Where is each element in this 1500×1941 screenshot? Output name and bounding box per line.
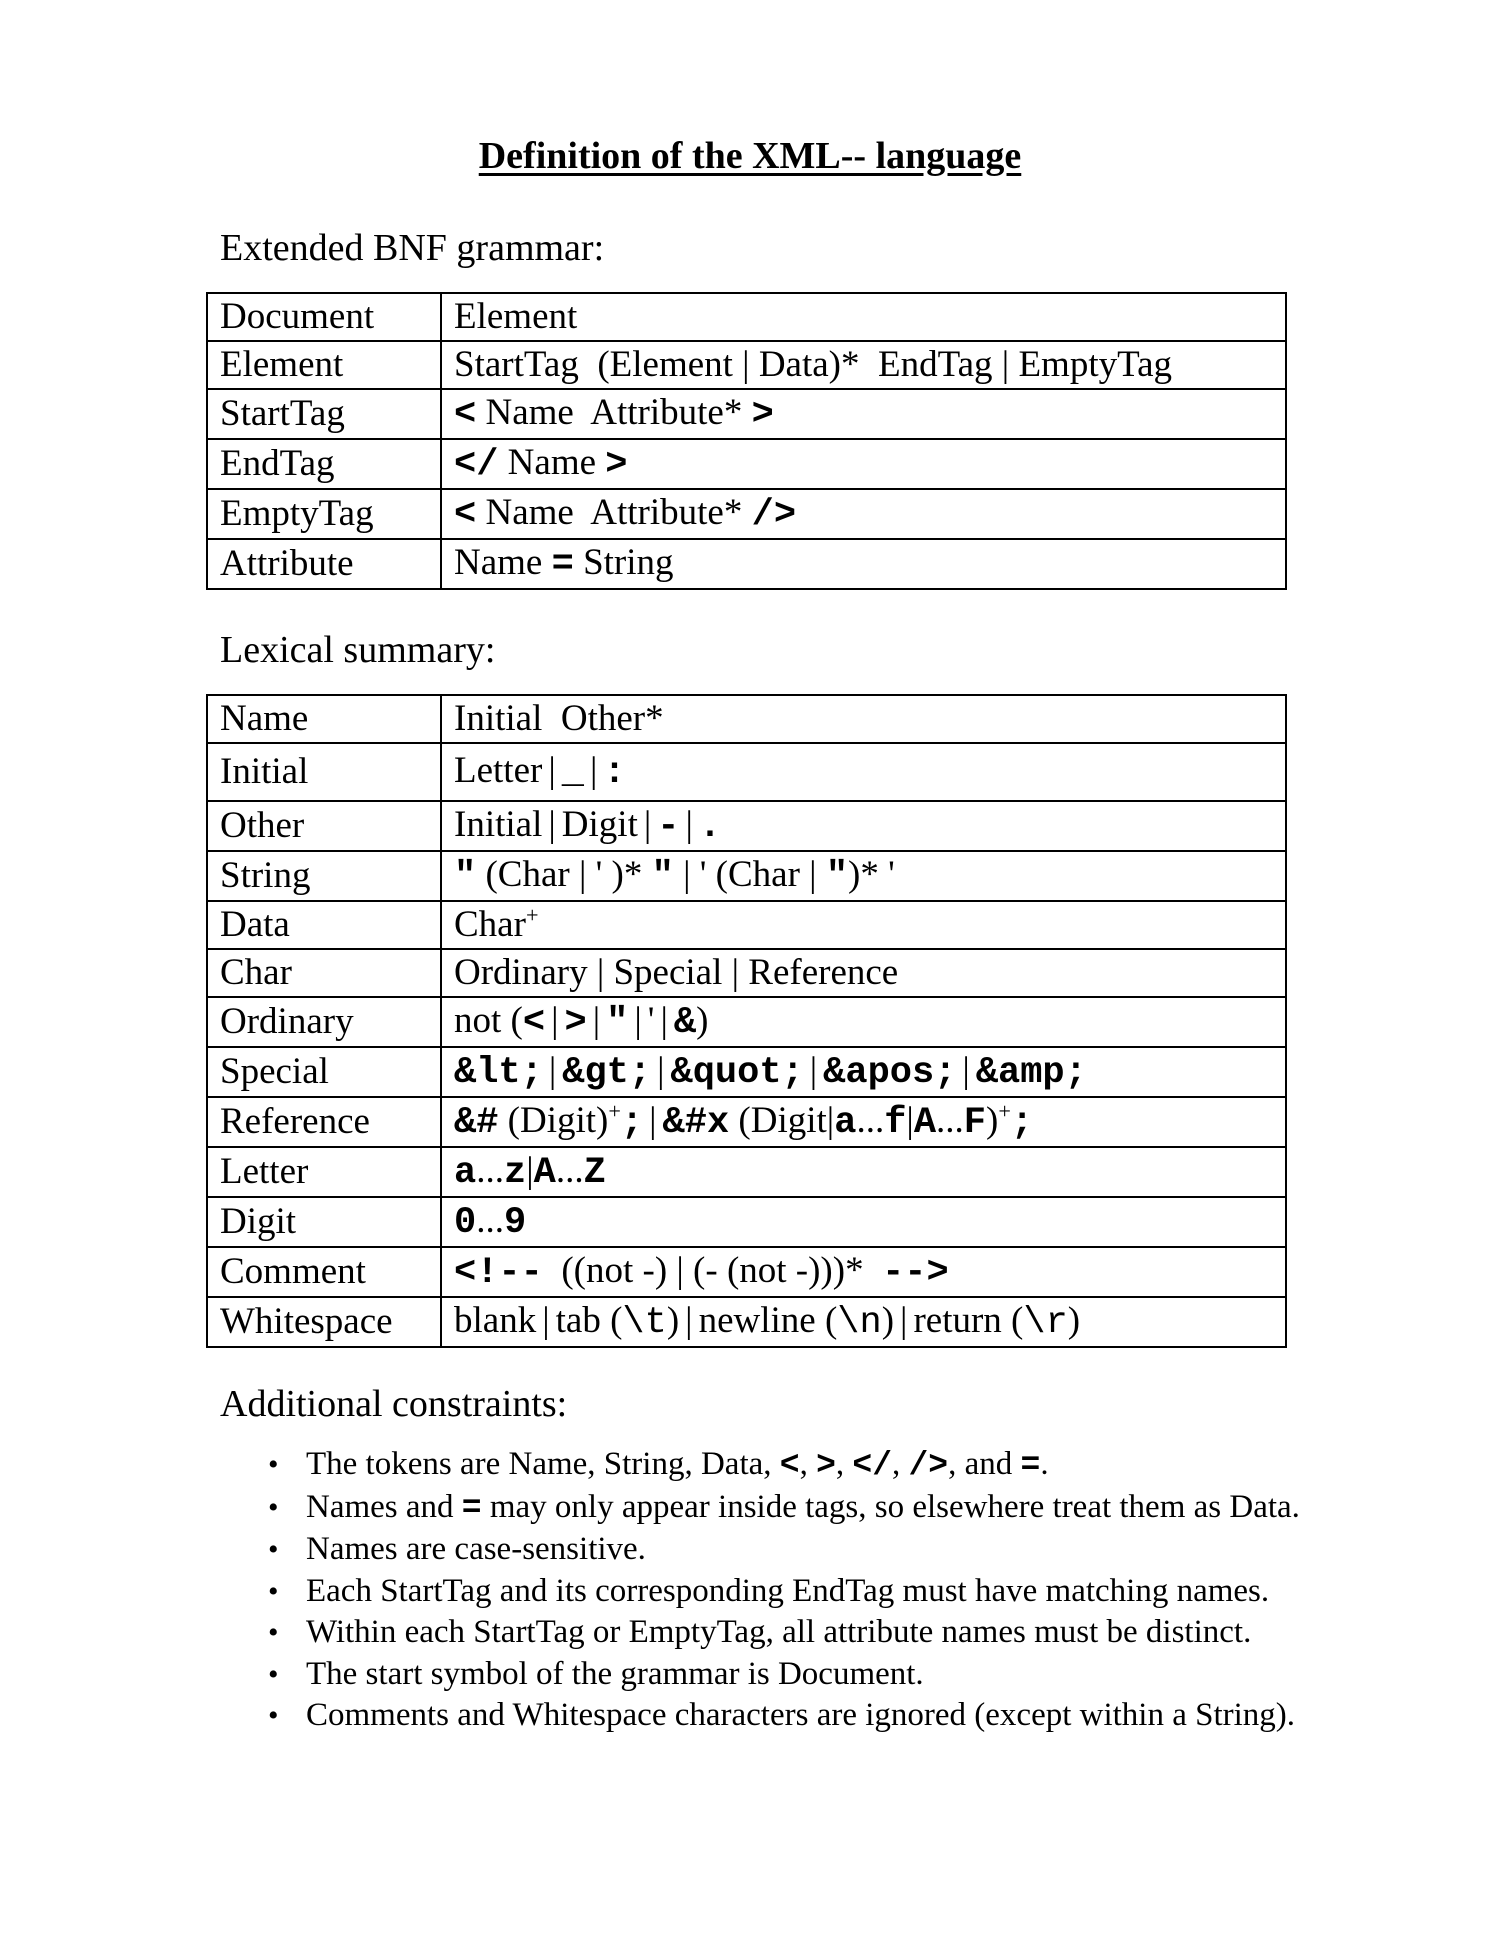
token: "	[606, 1002, 629, 1044]
rule-definition: Initial Other*	[441, 695, 1286, 743]
rule-definition: blank | tab (\t) | newline (\n) | return (\r)	[441, 1297, 1286, 1347]
rule-definition: Initial | Digit | - | .	[441, 801, 1286, 851]
text: )	[881, 1300, 895, 1341]
text: )	[696, 1000, 709, 1041]
token: :	[603, 752, 626, 794]
text: String	[573, 542, 674, 583]
token: &amp;	[975, 1052, 1087, 1094]
constraints-list	[230, 1444, 1486, 1737]
superscript: +	[998, 1098, 1011, 1124]
escape: \r	[1023, 1302, 1068, 1344]
rule-definition: &# (Digit)+; | &#x (Digit|a...f|A...F)+;	[441, 1097, 1286, 1147]
token: =	[551, 544, 574, 586]
token: F	[963, 1102, 987, 1144]
text: ((not -) | (- (not -)))*	[542, 1250, 883, 1291]
table-row	[207, 801, 1286, 851]
rule-definition	[441, 389, 1286, 439]
token: z	[503, 1152, 527, 1194]
token: a	[834, 1102, 857, 1144]
token: -	[657, 806, 680, 848]
token: a	[454, 1152, 477, 1194]
token: >	[816, 1447, 836, 1484]
token: &gt;	[562, 1052, 652, 1094]
text: tab (	[555, 1300, 623, 1341]
list-item: • The tokens are Name, String, Data, <, >, </, />, and =.	[306, 1444, 1486, 1487]
token: f	[884, 1102, 907, 1144]
token: <	[522, 1002, 546, 1044]
token: =	[461, 1489, 482, 1527]
token: ;	[620, 1102, 644, 1144]
token: />	[751, 494, 797, 536]
text: (Digit	[729, 1100, 827, 1141]
rule-definition: Ordinary | Special | Reference	[441, 949, 1286, 997]
escape: \t	[622, 1302, 667, 1344]
token: "	[825, 856, 849, 898]
token: A	[913, 1102, 937, 1144]
token: "	[651, 856, 674, 898]
token: =	[1020, 1447, 1041, 1484]
table-row	[207, 1047, 1286, 1097]
token: &#	[454, 1102, 499, 1144]
rule-name: Initial	[207, 743, 441, 801]
token: _	[561, 752, 584, 794]
text: )	[1067, 1300, 1081, 1341]
token: />	[908, 1447, 949, 1484]
list-item: • Within each StartTag or EmptyTag, all attribute names must be distinct.	[306, 1612, 1486, 1654]
rule-name: Element	[207, 341, 441, 389]
lexical-table	[206, 694, 1287, 1348]
table-row	[207, 341, 1286, 389]
token: Z	[583, 1152, 606, 1194]
rule-definition	[441, 901, 1286, 949]
text: Letter	[454, 750, 543, 791]
token: &#x	[662, 1102, 730, 1144]
text: ...	[476, 1200, 504, 1241]
page-title: Definition of the XML-- language	[478, 135, 1022, 177]
token: 0	[454, 1202, 477, 1244]
list-item: • The start symbol of the grammar is Document.	[306, 1654, 1486, 1696]
text: Digit	[561, 804, 638, 845]
token: &apos;	[823, 1052, 957, 1094]
superscript: +	[608, 1098, 621, 1124]
table-row	[207, 695, 1286, 743]
token: <	[779, 1447, 800, 1484]
text: Name Attribute*	[476, 392, 752, 433]
rule-name: EndTag	[207, 439, 441, 489]
token: </	[454, 444, 499, 486]
token: "	[454, 856, 477, 898]
rule-name: Char	[207, 949, 441, 997]
table-row	[207, 539, 1286, 589]
rule-name: Name	[207, 695, 441, 743]
rule-definition	[441, 1247, 1286, 1297]
text: Name	[454, 542, 552, 583]
table-row	[207, 1247, 1286, 1297]
list-item: • Names are case-sensitive.	[306, 1529, 1486, 1571]
text: ...	[476, 1150, 504, 1191]
text: may only appear inside tags, so elsewhere treat them as Data.	[481, 1488, 1300, 1525]
text: )	[666, 1300, 680, 1341]
table-row	[207, 1297, 1286, 1347]
list-item: • Comments and Whitespace characters are ignored (except within a String).	[306, 1695, 1486, 1737]
text: ...	[856, 1100, 885, 1141]
table-row	[207, 1197, 1286, 1247]
rule-name: Other	[207, 801, 441, 851]
token: >	[564, 1002, 587, 1044]
text: newline (	[698, 1300, 838, 1341]
text: Name Attribute*	[476, 492, 752, 533]
rule-name: Digit	[207, 1197, 441, 1247]
rule-name: Letter	[207, 1147, 441, 1197]
rule-name: Data	[207, 901, 441, 949]
rule-name: Ordinary	[207, 997, 441, 1047]
table-row	[207, 489, 1286, 539]
constraints-heading: Additional constraints:	[220, 1383, 568, 1425]
text: Char	[454, 904, 526, 945]
table-row	[207, 1147, 1286, 1197]
token: 9	[503, 1202, 527, 1244]
rule-definition	[441, 851, 1286, 901]
token: .	[698, 806, 722, 848]
rule-definition	[441, 489, 1286, 539]
table-row	[207, 949, 1286, 997]
escape: \n	[837, 1302, 882, 1344]
text: The tokens are Name, String, Data,	[306, 1446, 780, 1482]
table-row	[207, 851, 1286, 901]
superscript: +	[525, 902, 539, 928]
token: &lt;	[454, 1052, 543, 1094]
token: </	[852, 1447, 892, 1484]
rule-name: Document	[207, 293, 441, 341]
text: (Digit)	[498, 1100, 609, 1141]
token: -->	[882, 1252, 949, 1294]
rule-definition: a...z|A...Z	[441, 1147, 1286, 1197]
token: &quot;	[670, 1052, 804, 1094]
text: .	[1040, 1446, 1049, 1482]
text: Names and	[306, 1488, 462, 1525]
token: <	[454, 394, 477, 436]
token: <!--	[454, 1252, 543, 1294]
token: ;	[1010, 1102, 1034, 1144]
token: A	[533, 1152, 556, 1194]
text: '	[647, 1000, 655, 1041]
text: | ' (Char |	[673, 854, 826, 895]
rule-definition	[441, 1197, 1286, 1247]
rule-name: StartTag	[207, 389, 441, 439]
rule-name: Comment	[207, 1247, 441, 1297]
rule-definition	[441, 439, 1286, 489]
text: (Char | ' )*	[476, 854, 652, 895]
table-row	[207, 901, 1286, 949]
rule-name: Attribute	[207, 539, 441, 589]
text: )* '	[848, 854, 895, 895]
rule-definition: not (< | > | " | ' | &)	[441, 997, 1286, 1047]
rule-name: Special	[207, 1047, 441, 1097]
text: return (	[913, 1300, 1024, 1341]
lexical-heading: Lexical summary:	[220, 629, 496, 671]
rule-definition: Letter | _ | :	[441, 743, 1286, 801]
rule-definition	[441, 539, 1286, 589]
text: not (	[454, 1000, 523, 1041]
rule-definition: StartTag (Element | Data)* EndTag | EmptyTag	[441, 341, 1286, 389]
rule-definition: &lt; | &gt; | &quot; | &apos; | &amp;	[441, 1047, 1286, 1097]
text: Initial	[454, 804, 543, 845]
table-row	[207, 389, 1286, 439]
token: >	[605, 444, 628, 486]
token: <	[454, 494, 477, 536]
bnf-heading: Extended BNF grammar:	[220, 227, 605, 269]
token: >	[751, 394, 774, 436]
rule-name: Whitespace	[207, 1297, 441, 1347]
table-row	[207, 743, 1286, 801]
text: ...	[936, 1100, 964, 1141]
rule-definition: Element	[441, 293, 1286, 341]
rule-name: String	[207, 851, 441, 901]
text: Name	[498, 442, 606, 483]
rule-name: Reference	[207, 1097, 441, 1147]
text: blank	[454, 1300, 537, 1341]
text: )	[986, 1100, 999, 1141]
text: ...	[555, 1150, 584, 1191]
table-row	[207, 1097, 1286, 1147]
list-item	[306, 1487, 1486, 1530]
bnf-table	[206, 292, 1287, 590]
rule-name: EmptyTag	[207, 489, 441, 539]
text: , and	[948, 1446, 1021, 1482]
table-row	[207, 293, 1286, 341]
table-row	[207, 439, 1286, 489]
list-item: • Each StartTag and its corresponding EndTag must have matching names.	[306, 1571, 1486, 1613]
token: &	[673, 1002, 697, 1044]
table-row	[207, 997, 1286, 1047]
